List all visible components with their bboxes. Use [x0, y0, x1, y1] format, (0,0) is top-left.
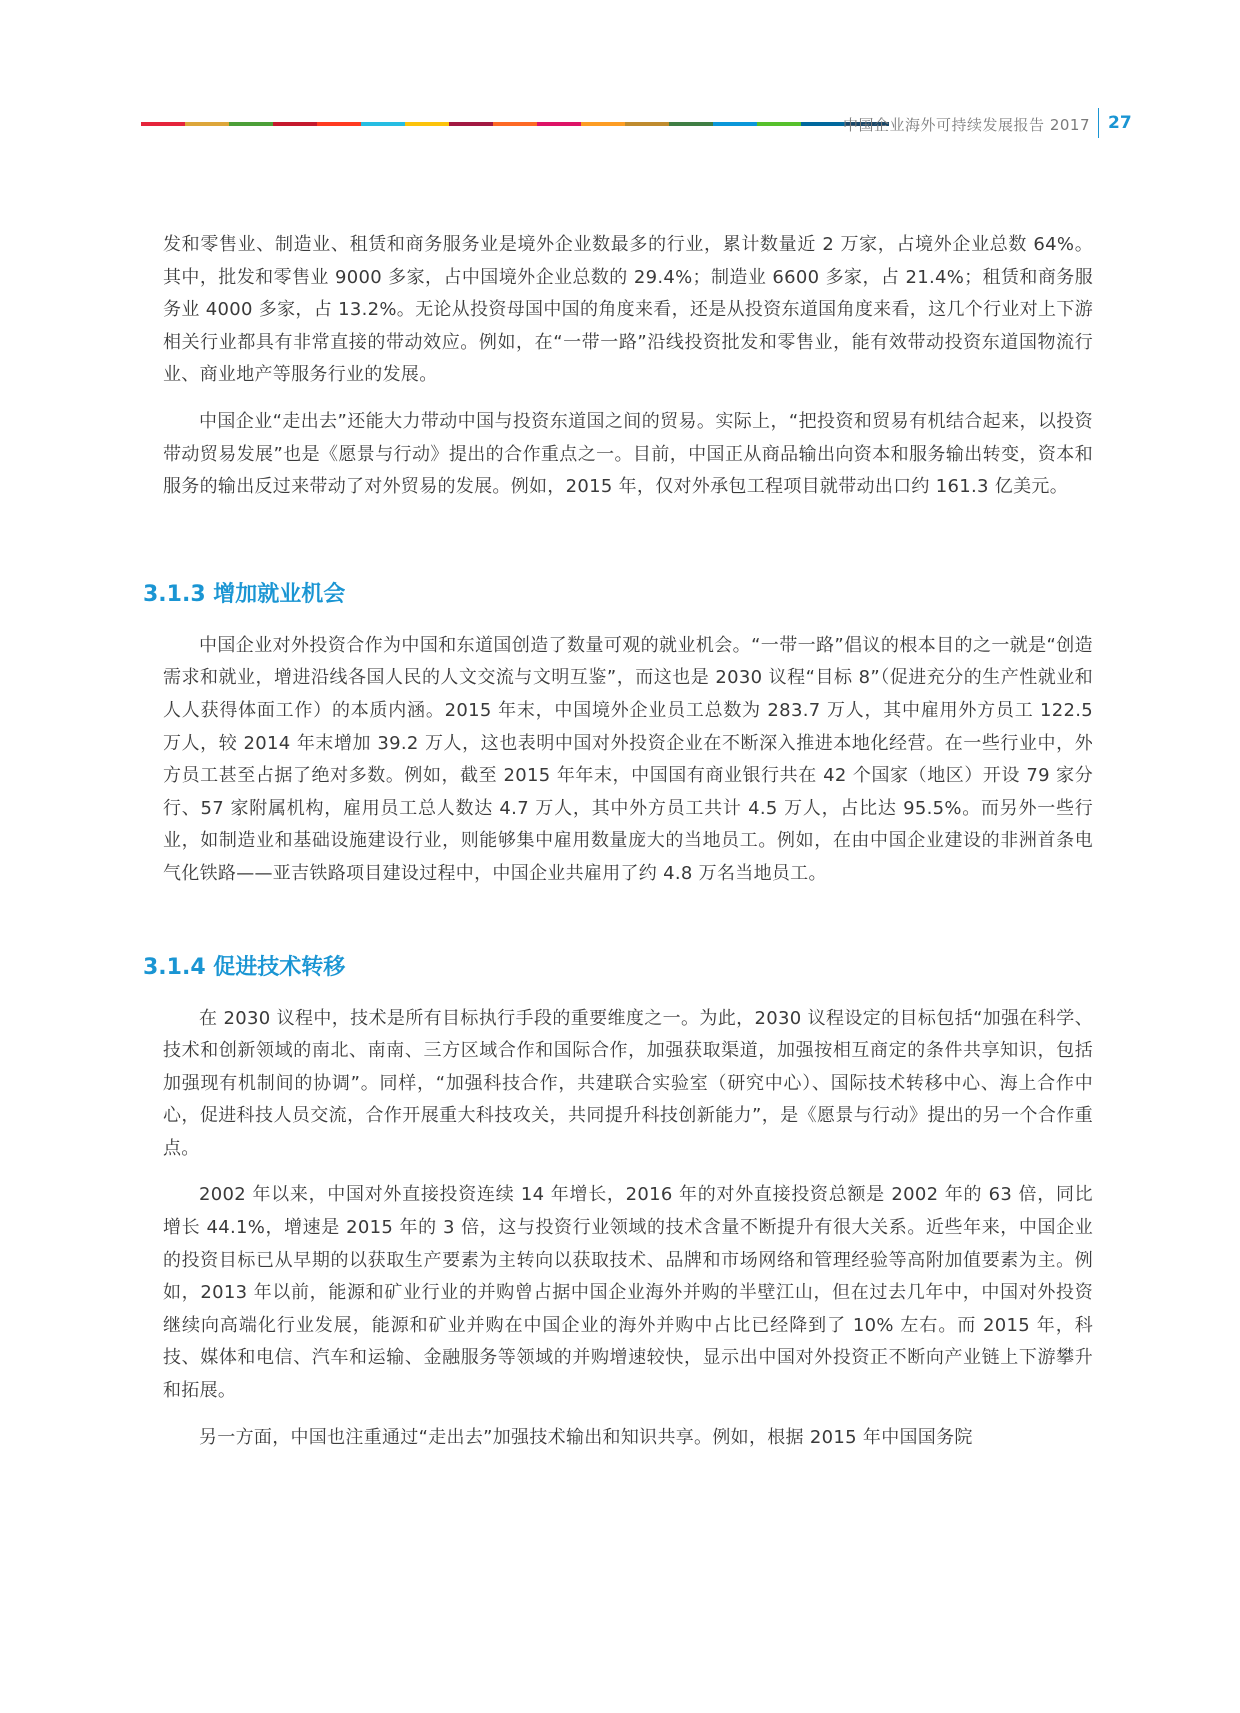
stripe-segment [317, 122, 361, 126]
paragraph: 另一方面，中国也注重通过“走出去”加强技术输出和知识共享。例如，根据 2015 年中国国务院 [199, 1426, 973, 1448]
stripe-segment [361, 122, 405, 126]
page-number: 27 [1108, 113, 1132, 133]
stripe-segment [449, 122, 493, 126]
stripe-segment [757, 122, 801, 126]
main-content [143, 229, 1093, 1454]
stripe-segment [493, 122, 537, 126]
paragraph: 中国企业“走出去”还能大力带动中国与投资东道国之间的贸易。实际上，“把投资和贸易有机结合起来，以投资带动贸易发展”也是《愿景与行动》提出的合作重点之一。目前，中国正从商品输出向资本和服务输出转变，资本和服务的输出反过来带动了对外贸易的发展。例如，2015 年，仅对外承包工程项目就带动出口约 161.3 亿美元。 [163, 410, 1093, 498]
section-heading-3-1-4: 3.1.4 促进技术转移 [143, 954, 346, 980]
section-heading-3-1-3: 3.1.3 增加就业机会 [143, 581, 346, 607]
sdg-color-stripe [141, 122, 889, 126]
report-title: 中国企业海外可持续发展报告 2017 [843, 116, 1090, 134]
stripe-segment [405, 122, 449, 126]
stripe-segment [273, 122, 317, 126]
stripe-segment [229, 122, 273, 126]
paragraph: 中国企业对外投资合作为中国和东道国创造了数量可观的就业机会。“一带一路”倡议的根本目的之一就是“创造需求和就业，增进沿线各国人民的人文交流与文明互鉴”，而这也是 2030 议程“目标 8”（促进充分的生产性就业和人人获得体面工作）的本质内涵。2015 年末，中国境外企业员工总数为 283.7 万人，其中雇用外方员工 122.5 万人，较 2014 年末增加 39.2 万人，这也表明中国对外投资企业在不断深入推进本地化经营。在一些行业中，外方员工甚至占据了绝对多数。例如，截至 2015 年年末，中国国有商业银行共在 42 个国家（地区）开设 79 家分行、57 家附属机构，雇用员工总人数达 4.7 万人，其中外方员工共计 4.5 万人，占比达 95.5%。而另外一些行业，如制造业和基础设施建设行业，则能够集中雇用数量庞大的当地员工。例如，在由中国企业建设的非洲首条电气化铁路——亚吉铁路项目建设过程中，中国企业共雇用了约 4.8 万名当地员工。 [163, 634, 1093, 884]
page-header [0, 0, 1240, 150]
stripe-segment [537, 122, 581, 126]
stripe-segment [141, 122, 185, 126]
stripe-segment [185, 122, 229, 126]
stripe-segment [625, 122, 669, 126]
stripe-segment [581, 122, 625, 126]
stripe-segment [713, 122, 757, 126]
stripe-segment [801, 122, 845, 126]
paragraph: 2002 年以来，中国对外直接投资连续 14 年增长，2016 年的对外直接投资总额是 2002 年的 63 倍，同比增长 44.1%，增速是 2015 年的 3 倍，这与投资行业领域的技术含量不断提升有很大关系。近些年来，中国企业的投资目标已从早期的以获取生产要素为主转向以获取技术、品牌和市场网络和管理经验等高附加值要素为主。例如，2013 年以前，能源和矿业行业的并购曾占据中国企业海外并购的半壁江山，但在过去几年中，中国对外投资继续向高端化行业发展，能源和矿业并购在中国企业的海外并购中占比已经降到了 10% 左右。而 2015 年，科技、媒体和电信、汽车和运输、金融服务等领域的并购增速较快，显示出中国对外投资正不断向产业链上下游攀升和拓展。 [163, 1184, 1093, 1402]
stripe-segment [669, 122, 713, 126]
header-divider [1098, 108, 1099, 138]
paragraph: 在 2030 议程中，技术是所有目标执行手段的重要维度之一。为此，2030 议程设定的目标包括“加强在科学、技术和创新领域的南北、南南、三方区域合作和国际合作，加强获取渠道，加强按相互商定的条件共享知识，包括加强现有机制间的协调”。同样，“加强科技合作，共建联合实验室（研究中心）、国际技术转移中心、海上合作中心，促进科技人员交流，合作开展重大科技攻关，共同提升科技创新能力”，是《愿景与行动》提出的另一个合作重点。 [163, 1007, 1093, 1159]
paragraph: 发和零售业、制造业、租赁和商务服务业是境外企业数最多的行业，累计数量近 2 万家，占境外企业总数 64%。其中，批发和零售业 9000 多家，占中国境外企业总数的 29.4%；制造业 6600 多家，占 21.4%；租赁和商务服务业 4000 多家，占 13.2%。无论从投资母国中国的角度来看，还是从投资东道国角度来看，这几个行业对上下游相关行业都具有非常直接的带动效应。例如，在“一带一路”沿线投资批发和零售业，能有效带动投资东道国物流行业、商业地产等服务行业的发展。 [163, 234, 1093, 386]
